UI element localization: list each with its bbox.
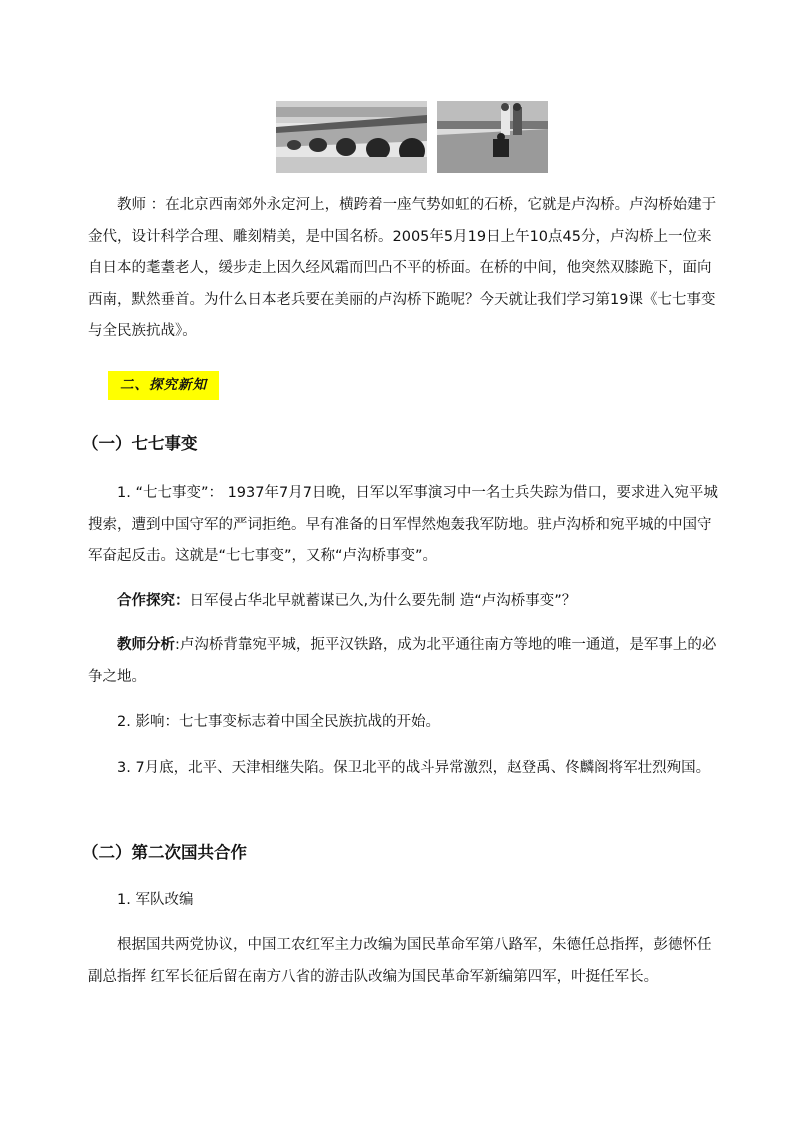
intro-text: ：在北京西南郊外永定河上，横跨着一座气势如虹的石桥，它就是卢沟桥。卢沟桥始建于金代，设计科学合理、雕刻精美，是中国名桥。2005年5月19日上午10点45分，卢沟桥上一位来自日本的耄耋老人，缓步走上因久经风霜而凹凸不平的桥面。在桥的中间，他突然双膝跪下，面向西南，默然垂首。为什么日本老兵要在美丽的卢沟桥下跪呢？今天就让我们学习第19课《七七事变与全民族抗战》。 bbox=[88, 197, 717, 339]
section2-item1: 1. 军队改编 bbox=[117, 892, 194, 908]
highlight-heading: 二、探究新知 bbox=[108, 371, 219, 400]
analysis-text: :卢沟桥背靠宛平城，扼平汉铁路，成为北平通往南方等地的唯一通道，是军事上的必争之地。 bbox=[88, 637, 717, 685]
men-on-bridge-photo bbox=[437, 101, 548, 173]
teacher-analysis-paragraph bbox=[88, 630, 724, 693]
intro-paragraph bbox=[88, 190, 724, 348]
section2-heading: （二）第二次国共合作 bbox=[82, 843, 247, 862]
coop-label: 合作探究： bbox=[117, 593, 190, 609]
section2-paragraph: 根据国共两党协议，中国工农红军主力改编为国民革命军第八路军，朱德任总指挥，彭德怀任副总指挥 红军长征后留在南方八省的游击队改编为国民革命军新编第四军，叶挺任军长。 bbox=[88, 937, 712, 985]
section1-heading: （一）七七事变 bbox=[82, 434, 198, 453]
analysis-label: 教师分析 bbox=[117, 637, 175, 653]
section1-item3: 3. 7月底，北平、天津相继失陷。保卫北平的战斗异常激烈，赵登禹、佟麟阁将军壮烈殉国。 bbox=[117, 760, 711, 776]
coop-explore-paragraph bbox=[88, 586, 724, 618]
section1-item2: 2. 影响：七七事变标志着中国全民族抗战的开始。 bbox=[117, 714, 440, 730]
bridge-photo bbox=[276, 101, 427, 173]
intro-label: 教师 bbox=[117, 197, 146, 213]
coop-text: 日军侵占华北早就蓄谋已久,为什么要先制 造“卢沟桥事变”？ bbox=[189, 593, 577, 609]
section1-item1: 1. “七七事变”： 1937年7月7日晚，日军以军事演习中一名士兵失踪为借口，要求进入宛平城搜索，遭到中国守军的严词拒绝。早有准备的日军悍然炮轰我军防地。驻卢沟桥和宛平城的中国守军奋起反击。这就是“七七事变”，又称“卢沟桥事变”。 bbox=[88, 485, 718, 564]
